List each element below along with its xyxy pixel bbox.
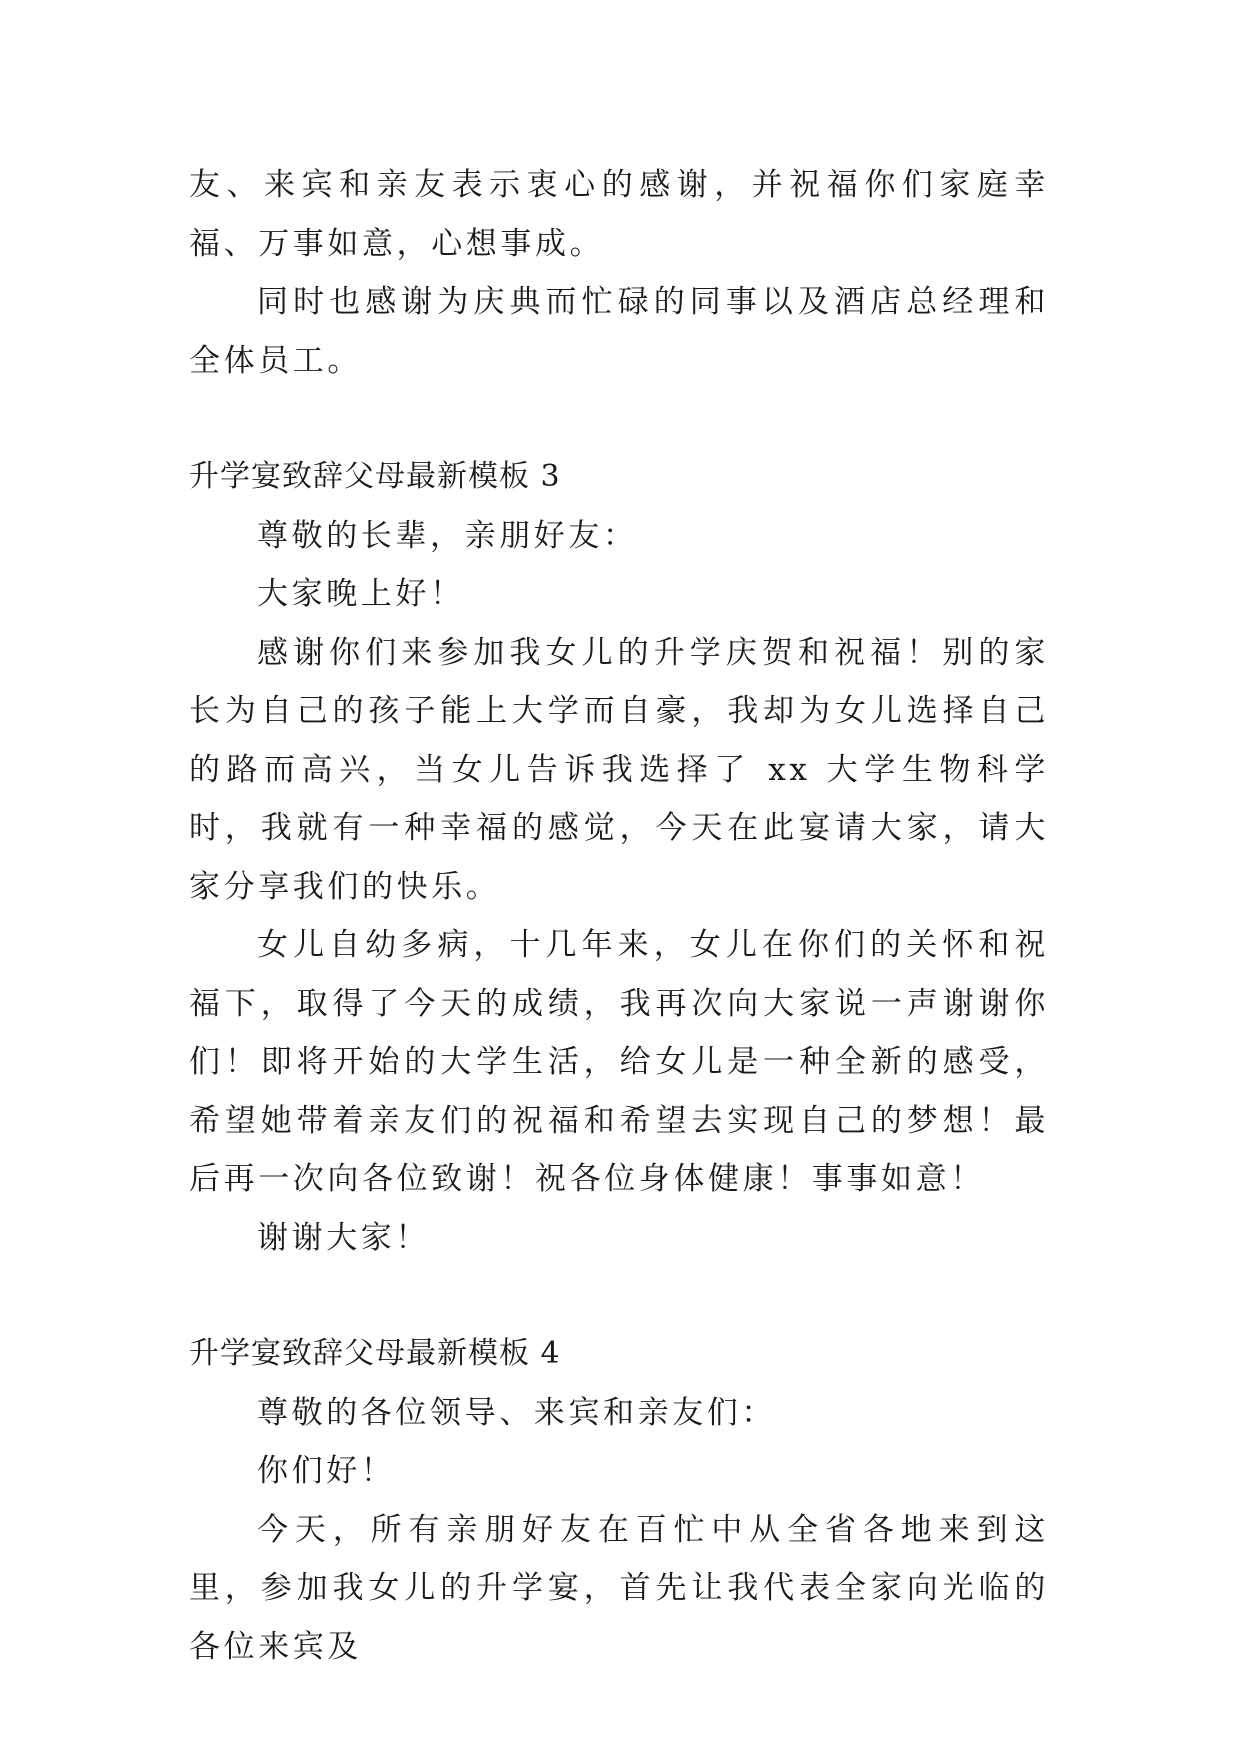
- section-4-title: 升学宴致辞父母最新模板 4: [189, 1336, 561, 1371]
- section-3-greeting: 大家晚上好！: [257, 576, 465, 612]
- section-3-closing: 谢谢大家！: [257, 1219, 430, 1256]
- section-4-greeting: 你们好！: [257, 1453, 396, 1489]
- paragraph-prev-2: 同时也感谢为庆典而忙碌的同事以及酒店总经理和全体员工。: [189, 284, 1049, 379]
- section-4-paragraph-1: 今天，所有亲朋好友在百忙中从全省各地来到这里，参加我女儿的升学宴，首先让我代表全家向光临的各位来宾及: [189, 1511, 1049, 1665]
- paragraph-prev-1: 友、来宾和亲友表示衷心的感谢，并祝福你们家庭幸福、万事如意，心想事成。: [189, 167, 1049, 262]
- section-3-paragraph-1: 感谢你们来参加我女儿的升学庆贺和祝福！别的家长为自己的孩子能上大学而自豪，我却为女儿选择自己的路而高兴，当女儿告诉我选择了 xx 大学生物科学时，我就有一种幸福的感觉，今天在此宴请大家，请大家分享我们的快乐。: [189, 634, 1049, 905]
- section-3-salutation: 尊敬的长辈，亲朋好友：: [257, 517, 638, 554]
- section-4-salutation: 尊敬的各位领导、来宾和亲友们：: [257, 1394, 776, 1431]
- document-body: [189, 156, 1049, 1676]
- section-3-title: 升学宴致辞父母最新模板 3: [189, 459, 561, 494]
- section-3-paragraph-2: 女儿自幼多病，十几年来，女儿在你们的关怀和祝福下，取得了今天的成绩，我再次向大家说一声谢谢你们！即将开始的大学生活，给女儿是一种全新的感受，希望她带着亲友们的祝福和希望去实现自己的梦想！最后再一次向各位致谢！祝各位身体健康！事事如意！: [189, 927, 1049, 1197]
